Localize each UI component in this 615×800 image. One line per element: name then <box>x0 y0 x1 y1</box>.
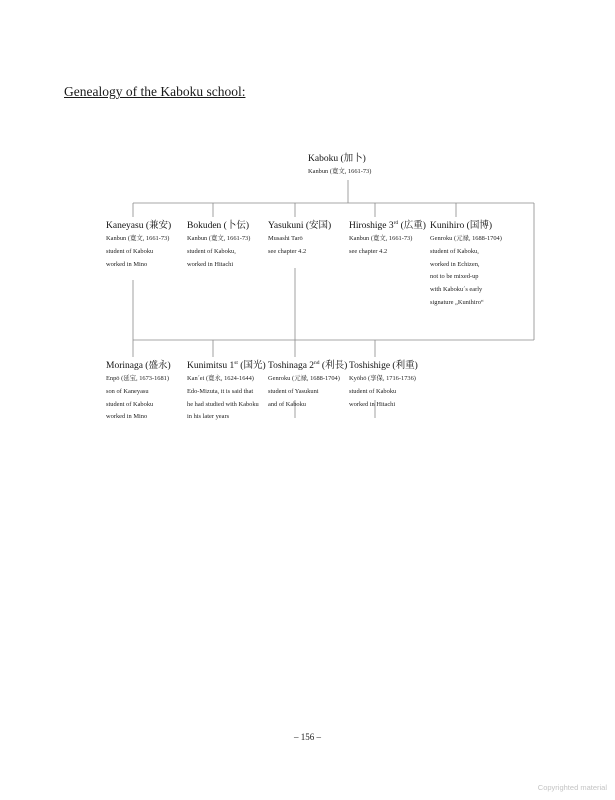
node-kunimitsu <box>187 360 266 424</box>
page-number: – 156 – <box>294 732 321 742</box>
node-detail: Genroku (元禄, 1688-1704) <box>430 235 502 242</box>
node-kunihiro <box>430 220 502 310</box>
node-detail: with Kaboku´s early <box>430 286 483 294</box>
node-detail: Kanbun (寛文, 1661-73) <box>349 235 413 242</box>
node-detail: student of Kaboku <box>106 247 154 255</box>
node-bokuden <box>187 220 250 271</box>
node-toshinaga <box>268 360 347 411</box>
node-detail: student of Kaboku <box>349 387 397 395</box>
node-detail: worked in Mino <box>106 260 148 268</box>
node-toshishige <box>349 360 418 411</box>
node-name: Hiroshige 3rd (広重) <box>349 219 426 231</box>
node-name: Kunihiro (国博) <box>430 221 493 231</box>
node-detail: Kyōhō (享保, 1716-1736) <box>349 375 416 382</box>
node-detail: son of Kaneyasu <box>106 387 149 395</box>
node-detail: signature „Kunihiro“ <box>430 298 484 306</box>
node-kaboku <box>308 153 371 179</box>
node-yasukuni <box>268 220 331 259</box>
node-detail: Genroku (元禄, 1688-1704) <box>268 375 340 382</box>
node-detail: student of Kaboku <box>106 400 154 408</box>
node-detail: worked in Hitachi <box>349 400 396 408</box>
node-detail: worked in Echizen, <box>430 260 480 268</box>
node-detail: Kanbun (寛文, 1661-73) <box>308 168 372 175</box>
copyright-notice: Copyrighted material <box>537 783 607 792</box>
node-detail: Kan´ei (寛永, 1624-1644) <box>187 375 254 382</box>
node-detail: Edo-Mizuta, it is said that <box>187 387 254 395</box>
node-detail: worked in Hitachi <box>187 260 234 268</box>
node-name: Kunimitsu 1st (国光) <box>187 359 266 371</box>
node-kaneyasu <box>106 220 171 271</box>
node-detail: student of Kaboku, <box>187 247 236 255</box>
node-detail: not to be mixed-up <box>430 273 479 281</box>
node-name: Toshishige (利重) <box>349 361 418 371</box>
node-detail: in his later years <box>187 413 230 421</box>
node-detail: see chapter 4.2 <box>349 247 388 255</box>
node-detail: and of Kaboku <box>268 400 306 408</box>
node-detail: student of Yasukuni <box>268 387 319 395</box>
node-name: Kaneyasu (兼安) <box>106 221 172 231</box>
node-detail: Musashi Tarō <box>268 235 303 242</box>
node-morinaga <box>106 360 171 424</box>
page-heading: Genealogy of the Kaboku school: <box>64 84 246 99</box>
node-name: Toshinaga 2nd (利長) <box>268 359 348 371</box>
node-name: Kaboku (加卜) <box>308 154 366 164</box>
node-detail: he had studied with Kaboku <box>187 400 259 408</box>
node-detail: Kanbun (寛文, 1661-73) <box>106 235 170 242</box>
node-detail: student of Kaboku, <box>430 247 479 255</box>
node-name: Yasukuni (安国) <box>268 221 332 231</box>
node-detail: Kanbun (寛文, 1661-73) <box>187 235 251 242</box>
node-hiroshige <box>349 220 426 259</box>
node-detail: Enpō (延宝, 1673-1681) <box>106 375 170 382</box>
node-name: Bokuden (卜伝) <box>187 221 250 231</box>
node-name: Morinaga (盛永) <box>106 361 171 371</box>
node-detail: worked in Mino <box>106 413 148 421</box>
node-detail: see chapter 4.2 <box>268 247 307 255</box>
